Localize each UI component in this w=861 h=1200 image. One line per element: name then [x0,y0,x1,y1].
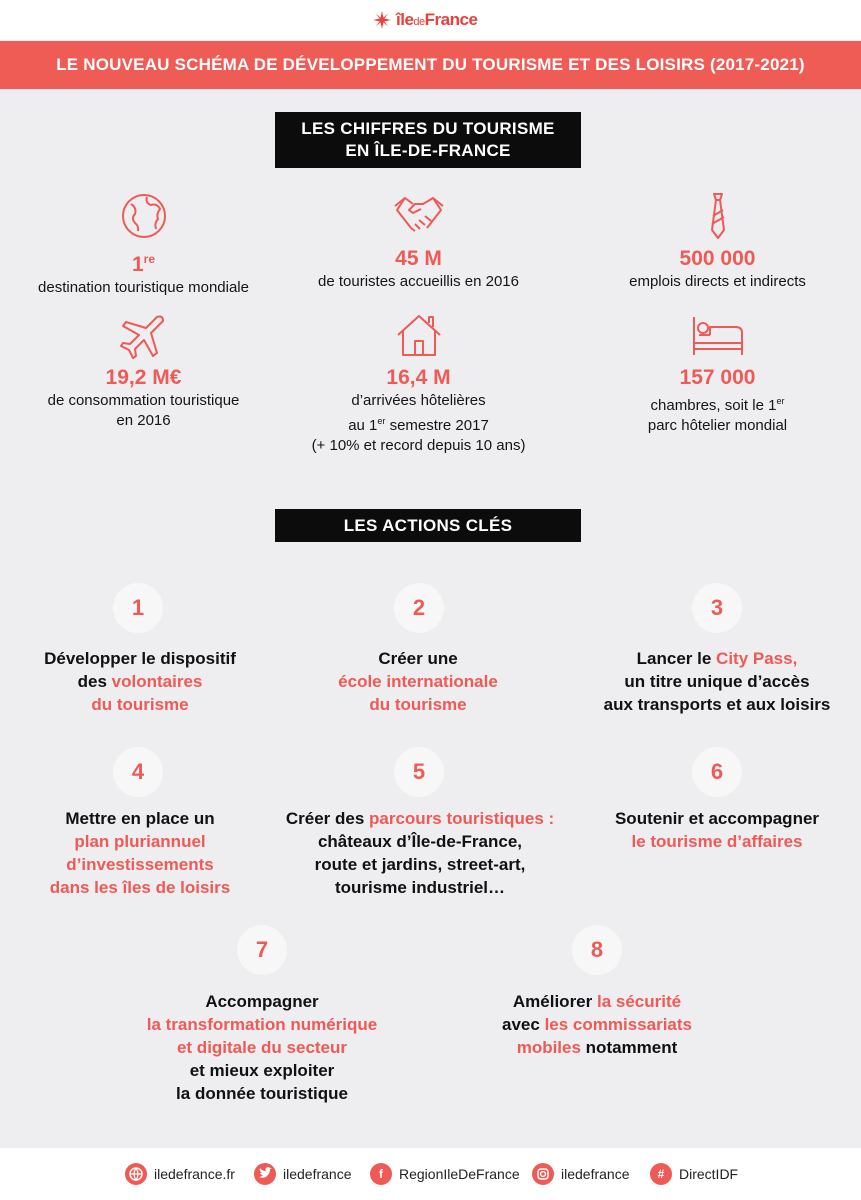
twitter-icon [254,1163,276,1185]
handshake-icon [392,192,446,240]
stat-desc: de consommation touristique en 2016 [47,392,240,429]
stats-title-line1: LES CHIFFRES DU TOURISME [301,119,555,138]
stat-value: 16,4 M [386,366,451,389]
tie-icon [691,192,745,240]
stat-desc: de touristes accueillis en 2016 [318,273,519,290]
stat-desc: destination touristique mondiale [38,279,249,296]
stat-value: 500 000 [679,247,756,270]
footer-facebook-link[interactable]: f RegionIleDeFrance [370,1163,520,1185]
plane-icon [117,311,171,359]
stat-destination [0,192,287,298]
stat-desc: chambres, soit le 1er parc hôtelier mondial [647,396,788,434]
banner-title: LE NOUVEAU SCHÉMA DE DÉVELOPPEMENT DU TOURISME ET DES LOISIRS (2017-2021) [56,55,805,74]
facebook-icon: f [370,1163,392,1185]
page-banner [0,41,861,89]
action-school: Créer une école internationale du tourisme [338,649,498,714]
action-number: 6 [692,747,742,797]
globe-icon [117,192,171,240]
stat-consumption [0,311,287,431]
footer-hashtag-link[interactable]: # DirectIDF [650,1163,738,1185]
stat-value: 1re [131,252,156,276]
action-tourist-routes: Créer des parcours touristiques : châteaux d’Île-de-France, route et jardins, street-art, tourisme industriel… [285,809,555,897]
stats-title-line2: EN ÎLE-DE-FRANCE [345,141,511,160]
action-security: Améliorer la sécurité avec les commissariats mobiles notamment [502,992,692,1057]
star-icon [372,10,392,30]
stat-value: 157 000 [679,366,756,389]
stat-desc: emplois directs et indirects [629,273,806,290]
stats-section-title [275,112,581,168]
action-city-pass: Lancer le City Pass, un titre unique d’accès aux transports et aux loisirs [603,649,831,714]
stat-jobs [574,192,861,292]
action-digital: Accompagner la transformation numérique et digitale du secteur et mieux exploiter la donnée touristique [146,992,378,1103]
action-number: 4 [113,747,163,797]
action-investment-plan: Mettre en place un plan pluriannuel d’investissements dans les îles de loisirs [49,809,231,897]
bed-icon [691,311,745,359]
footer-instagram-link[interactable]: iledefrance [532,1163,630,1185]
action-number: 7 [237,925,287,975]
house-icon [392,311,446,359]
action-number: 2 [394,583,444,633]
footer-twitter-link[interactable]: iledefrance [254,1163,352,1185]
stat-tourists [275,192,562,292]
top-bar [0,0,861,40]
brand-logo[interactable] [372,9,477,31]
footer-website-link[interactable]: iledefrance.fr [125,1163,235,1185]
action-volunteers: Développer le dispositif des volontaires du tourisme [44,649,236,714]
actions-section-title: LES ACTIONS CLÉS [275,509,581,542]
logo-text: îledeFrance [396,10,478,29]
action-number: 8 [572,925,622,975]
hashtag-icon: # [650,1163,672,1185]
instagram-icon [532,1163,554,1185]
stat-value: 45 M [395,247,442,270]
stat-rooms [574,311,861,436]
action-number: 5 [394,747,444,797]
stat-desc: d’arrivées hôtelières au 1er semestre 2017 (+ 10% et record depuis 10 ans) [311,392,526,454]
stat-arrivals [275,311,562,456]
stat-value: 19,2 M€ [105,366,182,389]
action-number: 1 [113,583,163,633]
footer [0,1148,861,1200]
globe-icon [125,1163,147,1185]
action-number: 3 [692,583,742,633]
action-business-tourism: Soutenir et accompagner le tourisme d’affaires [614,809,820,851]
